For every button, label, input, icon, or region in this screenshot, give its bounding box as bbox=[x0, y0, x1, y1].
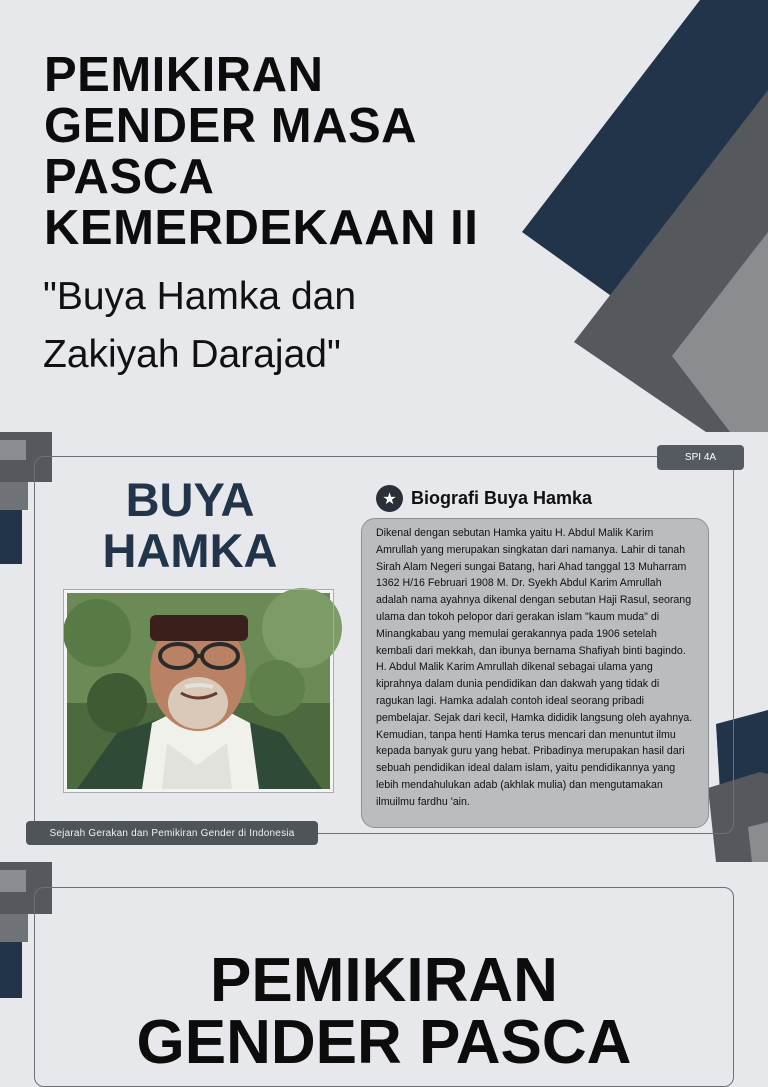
subtitle-line: Zakiyah Darajad" bbox=[43, 333, 341, 376]
presentation-title bbox=[44, 50, 564, 254]
top-left-light-square bbox=[0, 870, 26, 892]
biography-text: Dikenal dengan sebutan Hamka yaitu H. Abdul Malik Karim Amrullah yang merupakan singkatan dari namanya. Lahir di tanah Sirah Alam Negeri sungai Batang, hari Ahad tanggal 13 Muharram 1362 H/16 Februari 1908 M. Dr. Syekh Abdul Karim Amrullah adalah nama ayahnya dikenal dengan sebutan Haji Rasul, seorang ulama dan tokoh pelopor dari gerakan islam "kaum muda" di Minangkabau yang memulai gerakannya pada 1906 setelah kembali dari mekkah, dan ibunya bernama Shafiyah binti bagindo. H. Abdul Malik Karim Amrullah dikenal sebagai ulama yang kiprahnya dalam dunia pendidikan dan dakwah yang tidak di ragukan lagi. Hamka adalah contoh ideal seorang pribadi pembelajar. Sejak dari kecil, Hamka dididik langsung oleh ayahnya. Kemudian, tanpa henti Hamka terus mencari dan menuntut ilmu kepada banyak guru yang hebat. Pribadinya merupakan hasil dari sebuah pendidikan ideal dalam islam, yaitu pendidikannya yang lebih mendahulukan adab (akhlak mulia) dan mengutamakan ilmuilmu fardhu 'ain. bbox=[376, 527, 693, 808]
biography-heading-text: Biografi Buya Hamka bbox=[411, 487, 593, 508]
title-line: GENDER MASA bbox=[44, 99, 418, 153]
presentation-subtitle bbox=[43, 268, 463, 384]
name-line: HAMKA bbox=[102, 524, 278, 577]
biography-heading bbox=[376, 484, 592, 512]
star-icon: ★ bbox=[376, 485, 403, 512]
title-line: PEMIKIRAN bbox=[44, 48, 324, 102]
top-left-gray-square bbox=[0, 482, 28, 510]
course-footer-tag: Sejarah Gerakan dan Pemikiran Gender di Indonesia bbox=[26, 821, 318, 845]
figure-name-title bbox=[70, 474, 310, 576]
course-tag: SPI 4A bbox=[657, 445, 744, 470]
subtitle-line: "Buya Hamka dan bbox=[43, 275, 357, 318]
title-line: KEMERDEKAAN II bbox=[44, 201, 479, 255]
title-line: GENDER PASCA bbox=[136, 1008, 632, 1077]
biography-slide bbox=[0, 432, 768, 862]
left-navy-square bbox=[0, 510, 22, 564]
title-line: PASCA bbox=[44, 150, 215, 204]
title-line: PEMIKIRAN bbox=[210, 946, 558, 1015]
next-slide-title bbox=[0, 946, 768, 1077]
portrait-illustration bbox=[67, 593, 330, 789]
title-slide bbox=[0, 0, 768, 432]
biography-text-box bbox=[361, 518, 709, 828]
top-left-light-square bbox=[0, 440, 26, 460]
portrait-photo bbox=[64, 590, 333, 792]
next-slide bbox=[0, 862, 768, 1077]
name-line: BUYA bbox=[125, 473, 255, 526]
top-left-gray-square bbox=[0, 914, 28, 942]
